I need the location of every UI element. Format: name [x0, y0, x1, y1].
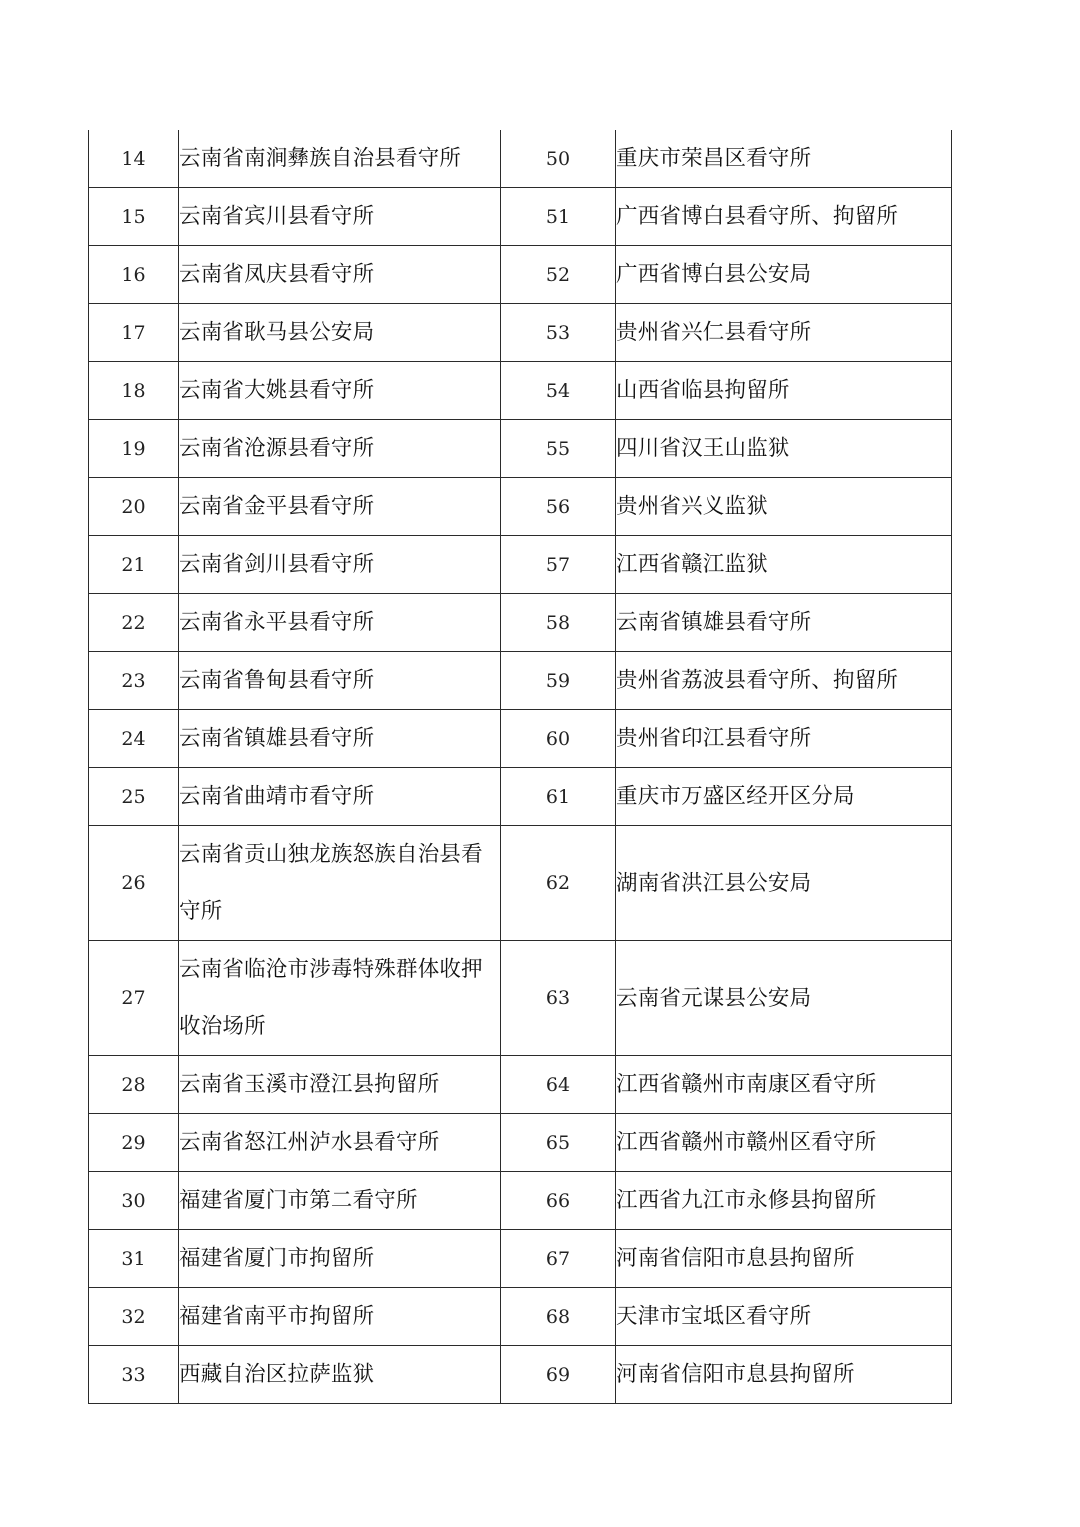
table-row [89, 1172, 952, 1230]
left-name-cell: 福建省厦门市拘留所 [179, 1230, 501, 1288]
right-name-cell: 重庆市荣昌区看守所 [616, 130, 952, 188]
right-number-cell: 67 [501, 1230, 616, 1288]
right-name-cell: 广西省博白县看守所、拘留所 [616, 188, 952, 246]
right-number-cell: 63 [501, 941, 616, 1056]
right-name-cell: 河南省信阳市息县拘留所 [616, 1346, 952, 1404]
left-number-cell: 29 [89, 1114, 179, 1172]
table-row [89, 826, 952, 941]
left-number-cell: 21 [89, 536, 179, 594]
right-name-cell: 江西省赣州市南康区看守所 [616, 1056, 952, 1114]
table-row [89, 130, 952, 188]
left-name-cell: 云南省永平县看守所 [179, 594, 501, 652]
left-name-cell: 云南省镇雄县看守所 [179, 710, 501, 768]
right-name-cell: 湖南省洪江县公安局 [616, 826, 952, 941]
right-number-cell: 62 [501, 826, 616, 941]
left-number-cell: 25 [89, 768, 179, 826]
table-row [89, 478, 952, 536]
table-row [89, 420, 952, 478]
table-row [89, 652, 952, 710]
left-number-cell: 18 [89, 362, 179, 420]
left-number-cell: 19 [89, 420, 179, 478]
right-name-cell: 贵州省荔波县看守所、拘留所 [616, 652, 952, 710]
left-number-cell: 15 [89, 188, 179, 246]
left-name-cell: 福建省南平市拘留所 [179, 1288, 501, 1346]
right-number-cell: 66 [501, 1172, 616, 1230]
right-number-cell: 58 [501, 594, 616, 652]
table-row [89, 188, 952, 246]
right-number-cell: 59 [501, 652, 616, 710]
right-number-cell: 50 [501, 130, 616, 188]
left-number-cell: 17 [89, 304, 179, 362]
left-number-cell: 20 [89, 478, 179, 536]
left-number-cell: 28 [89, 1056, 179, 1114]
left-name-cell: 云南省沧源县看守所 [179, 420, 501, 478]
right-name-cell: 四川省汉王山监狱 [616, 420, 952, 478]
left-name-cell: 云南省剑川县看守所 [179, 536, 501, 594]
right-name-cell: 江西省赣江监狱 [616, 536, 952, 594]
left-name-cell: 云南省怒江州泸水县看守所 [179, 1114, 501, 1172]
left-name-cell: 福建省厦门市第二看守所 [179, 1172, 501, 1230]
facility-table [88, 130, 952, 1404]
right-number-cell: 65 [501, 1114, 616, 1172]
right-number-cell: 52 [501, 246, 616, 304]
right-name-cell: 山西省临县拘留所 [616, 362, 952, 420]
table-row [89, 1288, 952, 1346]
right-name-cell: 广西省博白县公安局 [616, 246, 952, 304]
right-number-cell: 53 [501, 304, 616, 362]
table-row [89, 594, 952, 652]
right-number-cell: 54 [501, 362, 616, 420]
table-row [89, 941, 952, 1056]
right-number-cell: 69 [501, 1346, 616, 1404]
table-row [89, 1114, 952, 1172]
left-number-cell: 16 [89, 246, 179, 304]
left-name-cell: 云南省玉溪市澄江县拘留所 [179, 1056, 501, 1114]
right-number-cell: 56 [501, 478, 616, 536]
table-row [89, 362, 952, 420]
right-name-cell: 贵州省印江县看守所 [616, 710, 952, 768]
table-row [89, 246, 952, 304]
left-number-cell: 30 [89, 1172, 179, 1230]
left-number-cell: 24 [89, 710, 179, 768]
left-name-cell: 云南省耿马县公安局 [179, 304, 501, 362]
right-name-cell: 江西省九江市永修县拘留所 [616, 1172, 952, 1230]
left-name-cell: 云南省南涧彝族自治县看守所 [179, 130, 501, 188]
right-name-cell: 贵州省兴义监狱 [616, 478, 952, 536]
left-number-cell: 26 [89, 826, 179, 941]
right-name-cell: 贵州省兴仁县看守所 [616, 304, 952, 362]
table-row [89, 1056, 952, 1114]
left-name-cell: 云南省宾川县看守所 [179, 188, 501, 246]
left-name-cell: 云南省凤庆县看守所 [179, 246, 501, 304]
left-name-cell: 云南省贡山独龙族怒族自治县看守所 [179, 826, 501, 941]
left-name-cell: 云南省临沧市涉毒特殊群体收押收治场所 [179, 941, 501, 1056]
left-name-cell: 西藏自治区拉萨监狱 [179, 1346, 501, 1404]
right-name-cell: 河南省信阳市息县拘留所 [616, 1230, 952, 1288]
left-number-cell: 27 [89, 941, 179, 1056]
table-row [89, 536, 952, 594]
right-number-cell: 57 [501, 536, 616, 594]
right-name-cell: 江西省赣州市赣州区看守所 [616, 1114, 952, 1172]
left-number-cell: 32 [89, 1288, 179, 1346]
left-name-cell: 云南省大姚县看守所 [179, 362, 501, 420]
right-number-cell: 64 [501, 1056, 616, 1114]
left-number-cell: 14 [89, 130, 179, 188]
left-name-cell: 云南省鲁甸县看守所 [179, 652, 501, 710]
right-number-cell: 68 [501, 1288, 616, 1346]
table-row [89, 1230, 952, 1288]
table-row [89, 304, 952, 362]
right-number-cell: 60 [501, 710, 616, 768]
left-number-cell: 23 [89, 652, 179, 710]
left-name-cell: 云南省曲靖市看守所 [179, 768, 501, 826]
left-name-cell: 云南省金平县看守所 [179, 478, 501, 536]
right-name-cell: 天津市宝坻区看守所 [616, 1288, 952, 1346]
left-number-cell: 31 [89, 1230, 179, 1288]
table-row [89, 768, 952, 826]
left-number-cell: 22 [89, 594, 179, 652]
right-number-cell: 51 [501, 188, 616, 246]
right-name-cell: 云南省元谋县公安局 [616, 941, 952, 1056]
table-row [89, 1346, 952, 1404]
right-number-cell: 61 [501, 768, 616, 826]
right-name-cell: 云南省镇雄县看守所 [616, 594, 952, 652]
table-row [89, 710, 952, 768]
left-number-cell: 33 [89, 1346, 179, 1404]
right-number-cell: 55 [501, 420, 616, 478]
right-name-cell: 重庆市万盛区经开区分局 [616, 768, 952, 826]
